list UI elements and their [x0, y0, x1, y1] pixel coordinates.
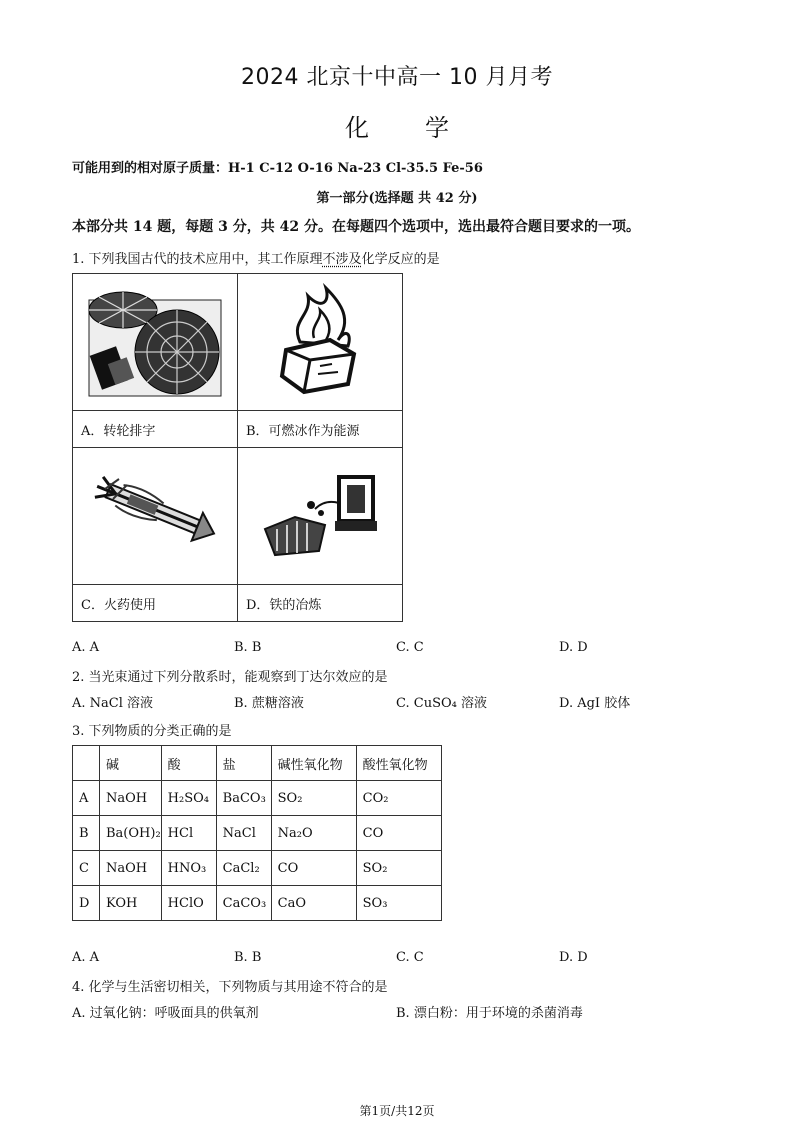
page-title: 2024 北京十中高一 10 月月考	[241, 65, 553, 90]
q1-label-c: C．火药使用	[73, 585, 238, 622]
q3-option-d[interactable]: D. D	[559, 950, 588, 965]
iron-smelting-image	[255, 459, 385, 569]
section-title: 第一部分(选择题 共 42 分)	[316, 191, 478, 206]
table-cell: HCl	[161, 816, 216, 851]
q1-image-a	[73, 274, 238, 411]
subject-char-1: 化	[345, 114, 369, 142]
q1-stem-part: 1. 下列我国古代的技术应用中，其工作原理	[72, 252, 323, 267]
q2-stem: 2. 当光束通过下列分散系时，能观察到丁达尔效应的是	[72, 670, 388, 685]
q1-image-table	[72, 273, 403, 622]
table-header-row	[73, 746, 442, 781]
table-cell: H₂SO₄	[161, 781, 216, 816]
table-cell: C	[73, 851, 100, 886]
table-cell: Ba(OH)₂	[100, 816, 162, 851]
q3-option-b[interactable]: B. B	[234, 950, 262, 965]
table-cell: NaOH	[100, 851, 162, 886]
table-cell: CaO	[271, 886, 356, 921]
table-header-cell: 盐	[216, 746, 271, 781]
atomic-mass-line: 可能用到的相对原子质量：H-1 C-12 O-16 Na-23 Cl-35.5 Fe-56	[72, 161, 483, 176]
q1-stem-emphasis: 不涉及	[322, 252, 362, 267]
q1-image-b	[238, 274, 403, 411]
rotating-type-wheel-image	[85, 280, 225, 400]
table-row	[73, 816, 442, 851]
q3-option-c[interactable]: C. C	[396, 950, 424, 965]
table-cell: NaOH	[100, 781, 162, 816]
table-header-cell: 碱	[100, 746, 162, 781]
q1-stem	[72, 248, 440, 267]
q2-option-a[interactable]: A. NaCl 溶液	[72, 696, 154, 711]
q3-classification-table	[72, 745, 442, 921]
table-cell: SO₃	[356, 886, 441, 921]
gunpowder-rocket-image	[85, 459, 225, 569]
q1-option-b[interactable]: B. B	[234, 640, 262, 655]
q1-label-b: B．可燃冰作为能源	[238, 411, 403, 448]
table-header-cell: 酸性氧化物	[356, 746, 441, 781]
table-cell: CO₂	[356, 781, 441, 816]
table-cell: A	[73, 781, 100, 816]
table-cell: HNO₃	[161, 851, 216, 886]
combustible-ice-image	[260, 280, 380, 400]
q2-option-b[interactable]: B. 蔗糖溶液	[234, 696, 304, 711]
table-cell: SO₂	[271, 781, 356, 816]
q1-option-d[interactable]: D. D	[559, 640, 588, 655]
table-row	[73, 886, 442, 921]
table-cell: B	[73, 816, 100, 851]
subject-char-2: 学	[425, 114, 449, 142]
q1-label-a: A．转轮排字	[73, 411, 238, 448]
table-row	[73, 781, 442, 816]
table-cell: CaCO₃	[216, 886, 271, 921]
q1-stem-part: 化学反应的是	[361, 252, 440, 267]
q2-option-d[interactable]: D. AgI 胶体	[559, 696, 631, 711]
table-cell: CaCl₂	[216, 851, 271, 886]
q4-option-b[interactable]: B. 漂白粉：用于环境的杀菌消毒	[396, 1006, 583, 1021]
table-cell: SO₂	[356, 851, 441, 886]
table-cell: CO	[356, 816, 441, 851]
q1-image-c	[73, 448, 238, 585]
table-cell: HClO	[161, 886, 216, 921]
table-cell: Na₂O	[271, 816, 356, 851]
instruction-text: 本部分共 14 题，每题 3 分，共 42 分。在每题四个选项中，选出最符合题目要求的一项。	[72, 219, 640, 235]
table-cell: D	[73, 886, 100, 921]
q1-label-d: D．铁的冶炼	[238, 585, 403, 622]
table-cell: NaCl	[216, 816, 271, 851]
page-footer: 第1页/共12页	[359, 1104, 435, 1118]
table-cell: KOH	[100, 886, 162, 921]
table-header-cell: 碱性氧化物	[271, 746, 356, 781]
table-header-cell	[73, 746, 100, 781]
q4-stem: 4. 化学与生活密切相关，下列物质与其用途不符合的是	[72, 980, 388, 995]
q3-option-a[interactable]: A. A	[72, 950, 100, 965]
table-cell: CO	[271, 851, 356, 886]
table-cell: BaCO₃	[216, 781, 271, 816]
subject-title	[0, 108, 794, 143]
q4-option-a[interactable]: A. 过氧化钠：呼吸面具的供氧剂	[72, 1006, 259, 1021]
q1-option-c[interactable]: C. C	[396, 640, 424, 655]
table-row	[73, 851, 442, 886]
table-header-cell: 酸	[161, 746, 216, 781]
q1-option-a[interactable]: A. A	[72, 640, 100, 655]
q3-stem: 3. 下列物质的分类正确的是	[72, 724, 232, 739]
q2-option-c[interactable]: C. CuSO₄ 溶液	[396, 696, 487, 711]
q1-image-d	[238, 448, 403, 585]
